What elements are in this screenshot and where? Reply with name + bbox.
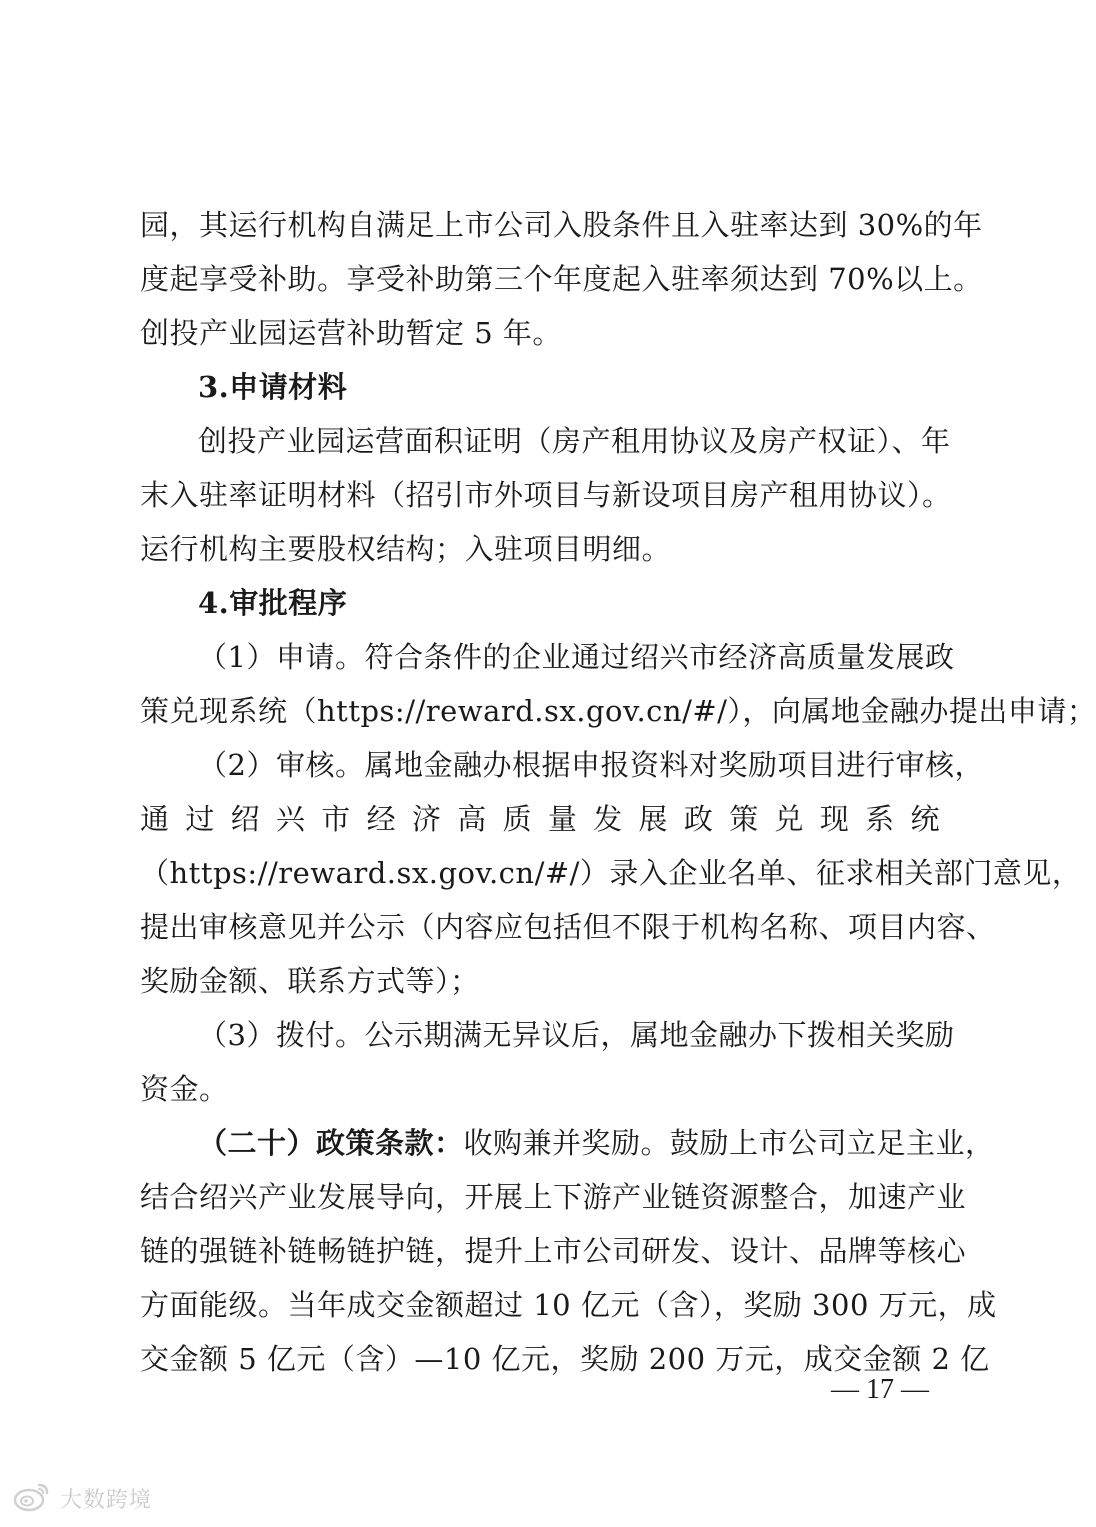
paragraph-line: 提出审核意见并公示（内容应包括但不限于机构名称、项目内容、 (140, 910, 996, 944)
weibo-logo-icon (12, 1479, 52, 1517)
paragraph-line: 园，其运行机构自满足上市公司入股条件且入驻率达到 30%的年 (140, 208, 983, 242)
paragraph-line: 通过绍兴市经济高质量发展政策兑现系统 (140, 802, 940, 836)
watermark (12, 1478, 152, 1518)
paragraph-line: 链的强链补链畅链护链，提升上市公司研发、设计、品牌等核心 (140, 1234, 967, 1268)
paragraph-line: 策兑现系统（https://reward.sx.gov.cn/#/），向属地金融办提出申请； (140, 694, 1096, 728)
paragraph-line: （1）申请。符合条件的企业通过绍兴市经济高质量发展政 (198, 640, 955, 674)
paragraph-line: 度起享受补助。享受补助第三个年度起入驻率须达到 70%以上。 (140, 262, 983, 296)
paragraph-line: 方面能级。当年成交金额超过 10 亿元（含），奖励 300 万元，成 (140, 1288, 997, 1322)
paragraph-line: （3）拨付。公示期满无异议后，属地金融办下拨相关奖励 (198, 1018, 955, 1052)
page-number: — 17 — (831, 1374, 929, 1405)
paragraph-line: 交金额 5 亿元（含）—10 亿元，奖励 200 万元，成交金额 2 亿 (140, 1342, 990, 1376)
paragraph-line: 资金。 (140, 1072, 229, 1106)
paragraph-line: （2）审核。属地金融办根据申报资料对奖励项目进行审核， (198, 748, 984, 782)
clause-text: 收购兼并奖励。鼓励上市公司立足主业， (463, 1126, 995, 1160)
paragraph-line: 创投产业园运营补助暂定 5 年。 (140, 316, 562, 350)
clause-label: （二十）政策条款： (198, 1126, 464, 1160)
paragraph-line: 结合绍兴产业发展导向，开展上下游产业链资源整合，加速产业 (140, 1180, 967, 1214)
paragraph-line: 创投产业园运营面积证明（房产租用协议及房产权证）、年 (198, 424, 951, 458)
paragraph-line: 奖励金额、联系方式等）； (140, 964, 480, 998)
paragraph-line (140, 1116, 995, 1170)
paragraph-line: 末入驻率证明材料（招引市外项目与新设项目房产租用协议）。 (140, 478, 952, 512)
document-body (140, 198, 1096, 1386)
paragraph-line: （https://reward.sx.gov.cn/#/）录入企业名单、征求相关部门意见， (140, 856, 1082, 890)
watermark-text: 大数跨境 (60, 1487, 153, 1513)
section-heading: 4.审批程序 (198, 586, 348, 620)
paragraph-line: 运行机构主要股权结构；入驻项目明细。 (140, 532, 672, 566)
section-heading: 3.申请材料 (198, 370, 348, 404)
